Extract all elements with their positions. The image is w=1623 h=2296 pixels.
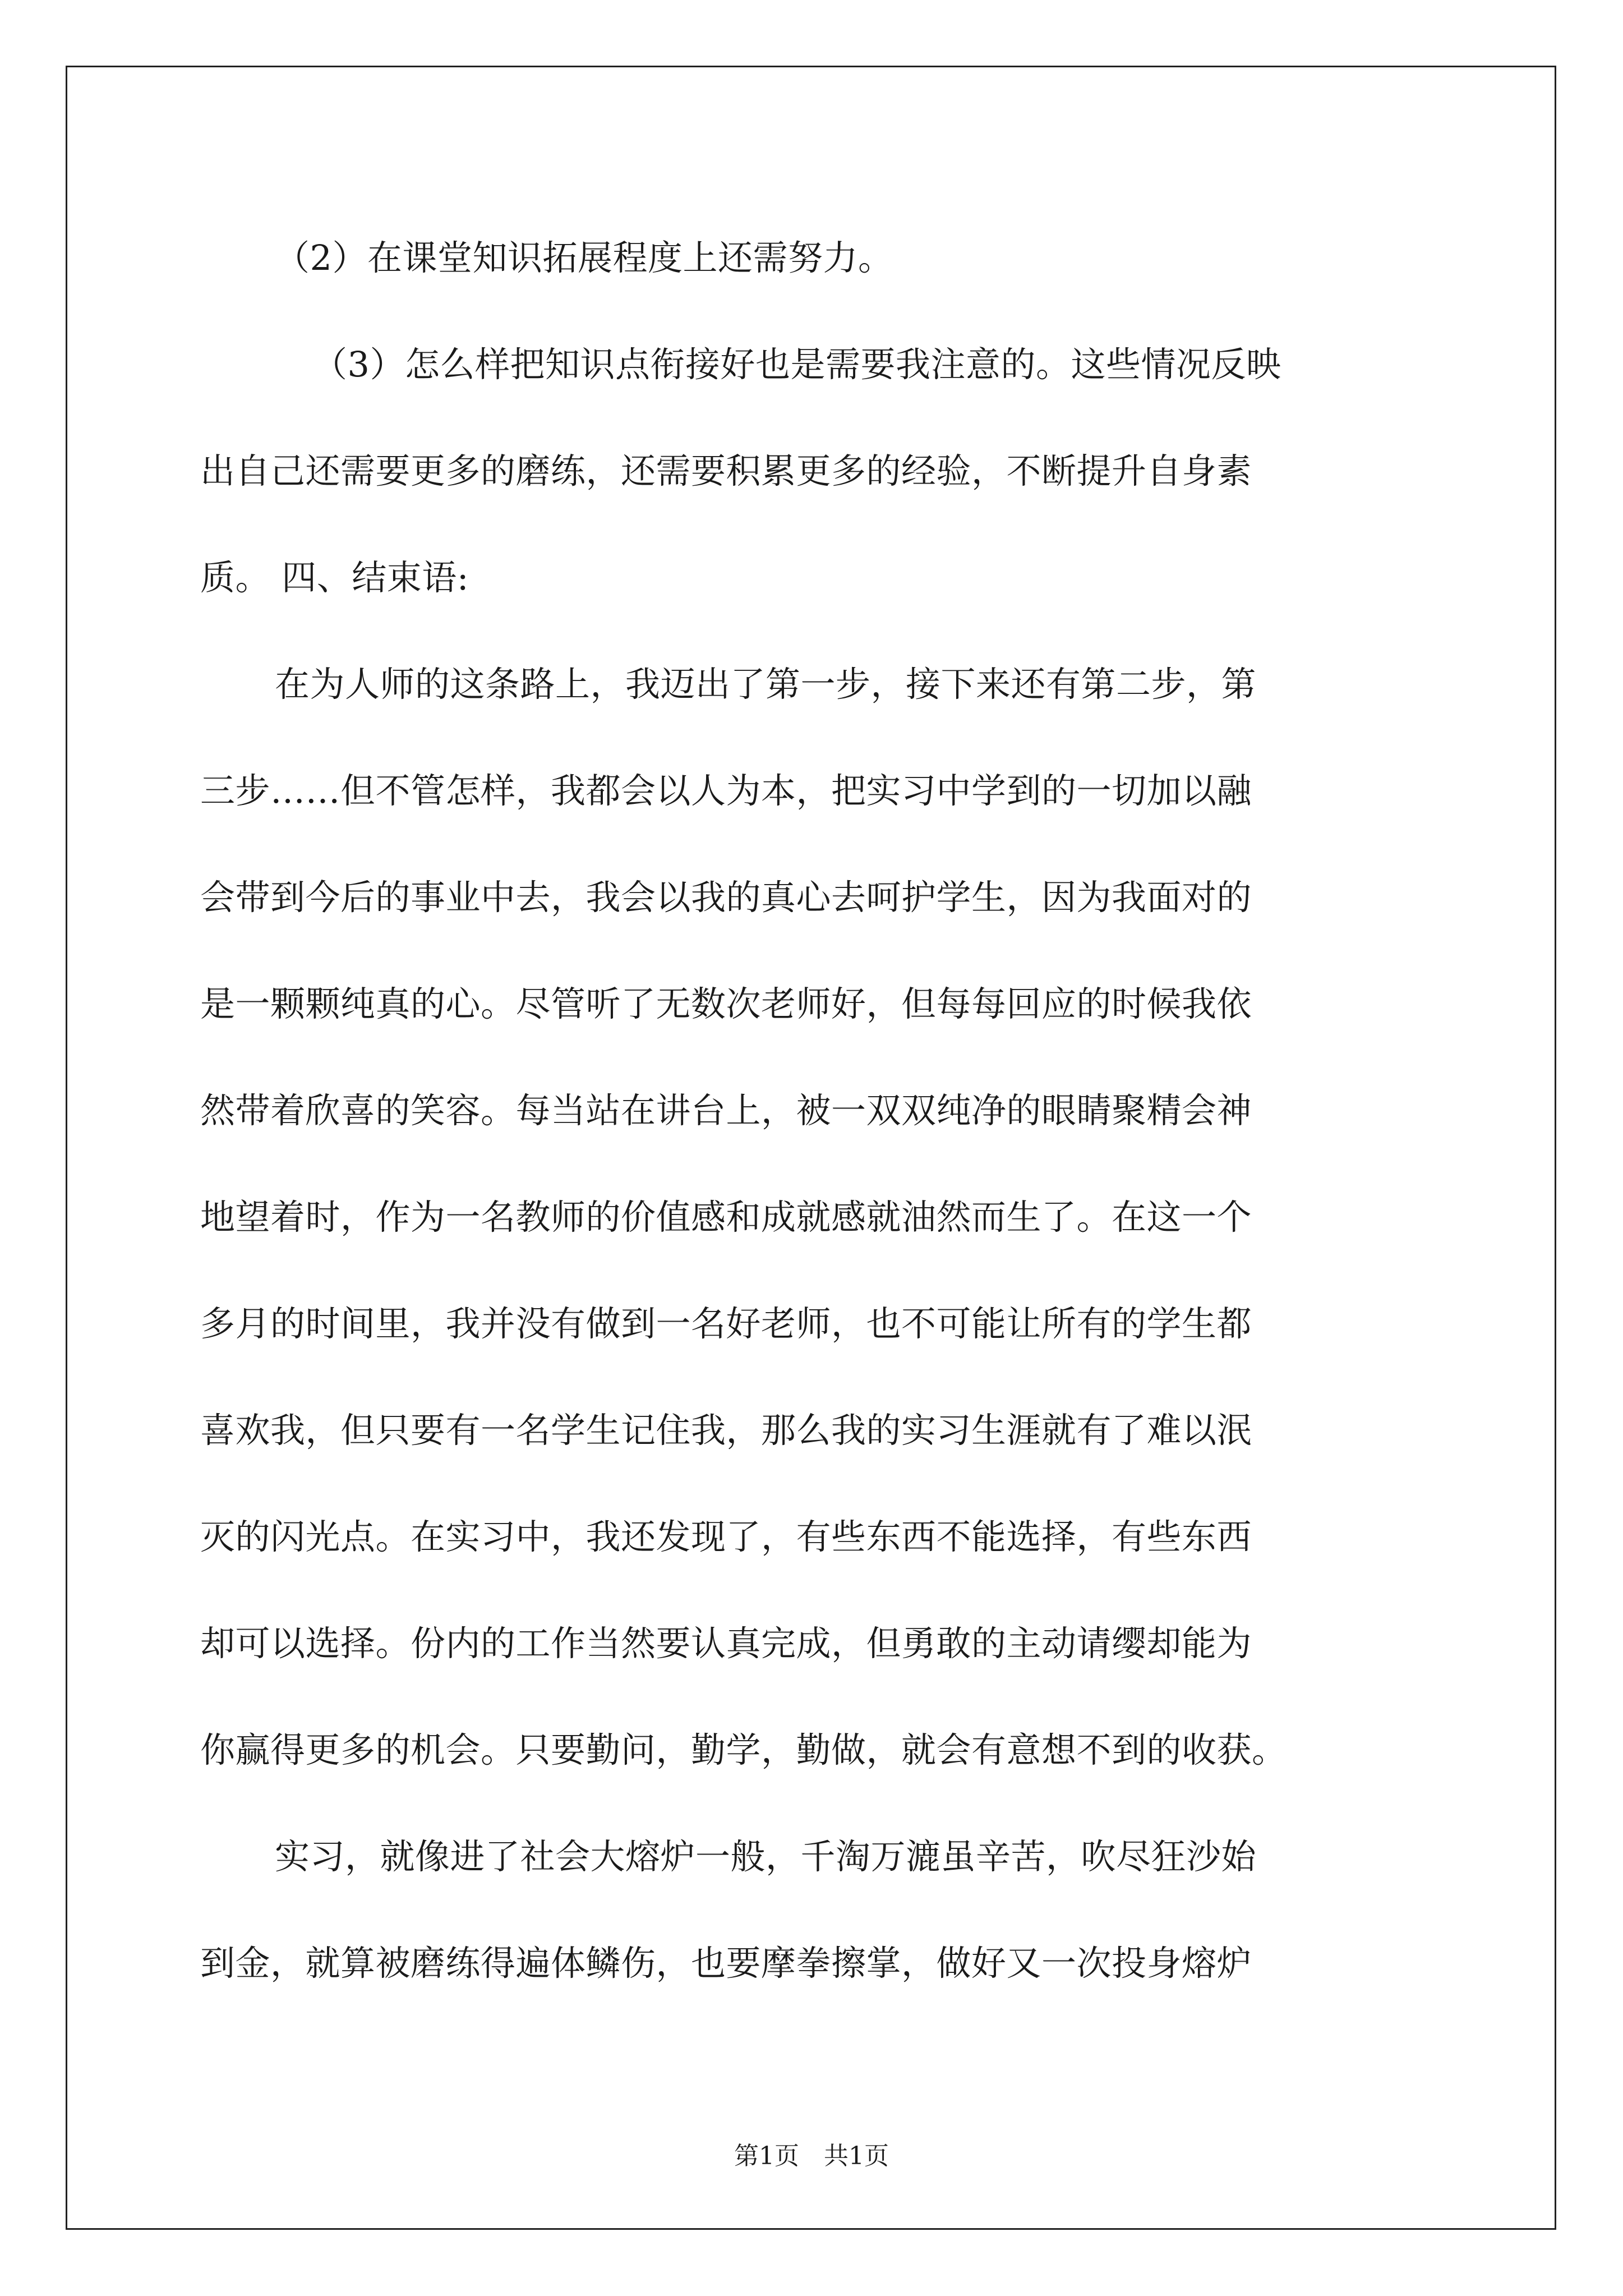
paragraph-line: 是一颗颗纯真的心。尽管听了无数次老师好，但每每回应的时候我依 <box>200 983 1252 1024</box>
paragraph-line: （3）怎么样把知识点衔接好也是需要我注意的。这些情况反映 <box>312 344 1281 385</box>
paragraph-line: 出自己还需要更多的磨练，还需要积累更多的经验，不断提升自身素 <box>200 450 1252 491</box>
paragraph-line: 会带到今后的事业中去，我会以我的真心去呵护学生，因为我面对的 <box>200 877 1252 918</box>
paragraph-line: 质。 四、结束语: <box>200 557 469 598</box>
paragraph-line: 灭的闪光点。在实习中，我还发现了，有些东西不能选择，有些东西 <box>200 1516 1252 1557</box>
paragraph-line: 三步……但不管怎样，我都会以人为本，把实习中学到的一切加以融 <box>200 770 1252 811</box>
paragraph-line: 多月的时间里，我并没有做到一名好老师，也不可能让所有的学生都 <box>200 1303 1252 1344</box>
paragraph-line: 却可以选择。份内的工作当然要认真完成，但勇敢的主动请缨却能为 <box>200 1623 1252 1664</box>
paragraph-line: 然带着欣喜的笑容。每当站在讲台上，被一双双纯净的眼睛聚精会神 <box>200 1090 1252 1131</box>
paragraph-line: 喜欢我，但只要有一名学生记住我，那么我的实习生涯就有了难以泯 <box>200 1410 1252 1451</box>
paragraph-line: 实习，就像进了社会大熔炉一般，千淘万漉虽辛苦，吹尽狂沙始 <box>275 1836 1257 1877</box>
paragraph-line: （2）在课堂知识拓展程度上还需努力。 <box>275 237 893 278</box>
page-footer: 第1页 共1页 <box>734 2142 889 2170</box>
paragraph-line: 到金，就算被磨练得遍体鳞伤，也要摩拳擦掌，做好又一次投身熔炉 <box>200 1943 1252 1984</box>
paragraph-line: 地望着时，作为一名教师的价值感和成就感就油然而生了。在这一个 <box>200 1197 1252 1237</box>
paragraph-line: 你赢得更多的机会。只要勤问，勤学，勤做，就会有意想不到的收获。 <box>200 1729 1287 1770</box>
paragraph-line: 在为人师的这条路上，我迈出了第一步，接下来还有第二步，第 <box>275 664 1257 705</box>
page-border <box>66 66 1556 2230</box>
